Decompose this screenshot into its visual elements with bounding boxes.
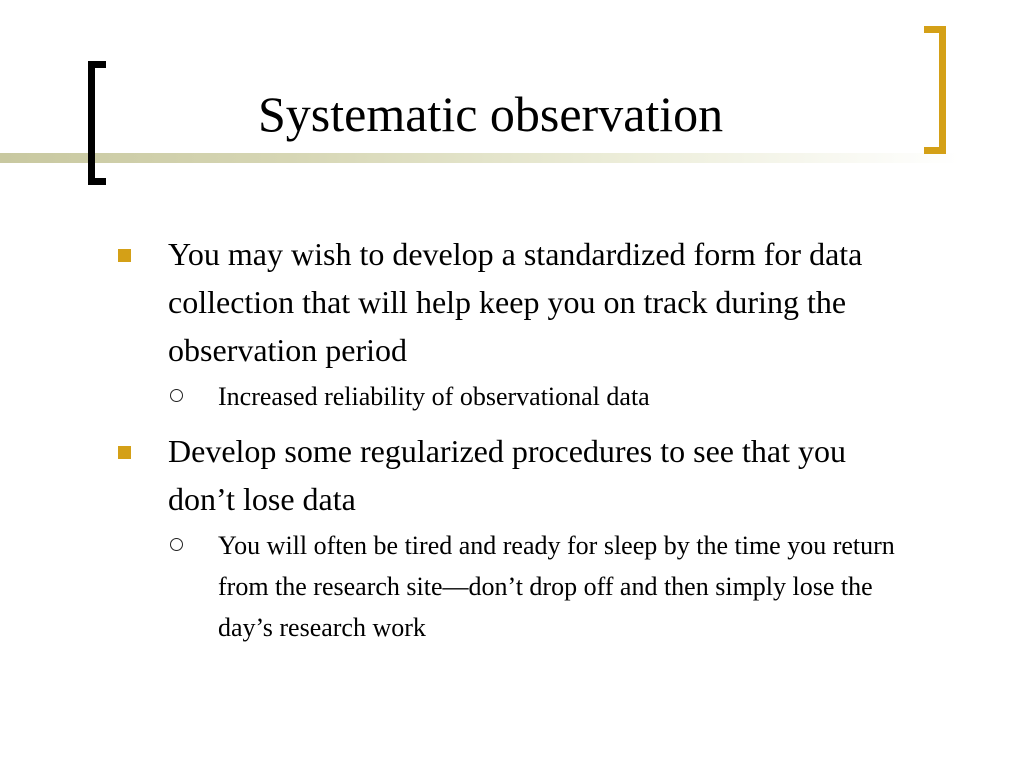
bullet-group (118, 230, 918, 417)
sub-bullet-text: You will often be tired and ready for sleep by the time you return from the research site—don’t drop off and then simply lose the day’s research work (218, 531, 895, 642)
left-bracket-decoration (88, 61, 106, 185)
sub-bullet-item (118, 376, 918, 417)
title-underline-band (0, 153, 960, 163)
square-bullet-icon (118, 249, 131, 262)
bullet-text: You may wish to develop a standardized form for data collection that will help keep you on track during the observation period (168, 236, 863, 368)
slide-body (118, 230, 918, 656)
slide-title: Systematic observation (258, 86, 724, 142)
bullet-group (118, 427, 918, 648)
circle-bullet-icon (170, 538, 183, 551)
bullet-text: Develop some regularized procedures to see that you don’t lose data (168, 433, 846, 517)
sub-bullet-text: Increased reliability of observational data (218, 382, 650, 411)
bullet-item (118, 427, 918, 523)
square-bullet-icon (118, 446, 131, 459)
bullet-item (118, 230, 918, 374)
right-bracket-decoration (924, 26, 946, 154)
circle-bullet-icon (170, 389, 183, 402)
sub-bullet-item (118, 525, 918, 648)
